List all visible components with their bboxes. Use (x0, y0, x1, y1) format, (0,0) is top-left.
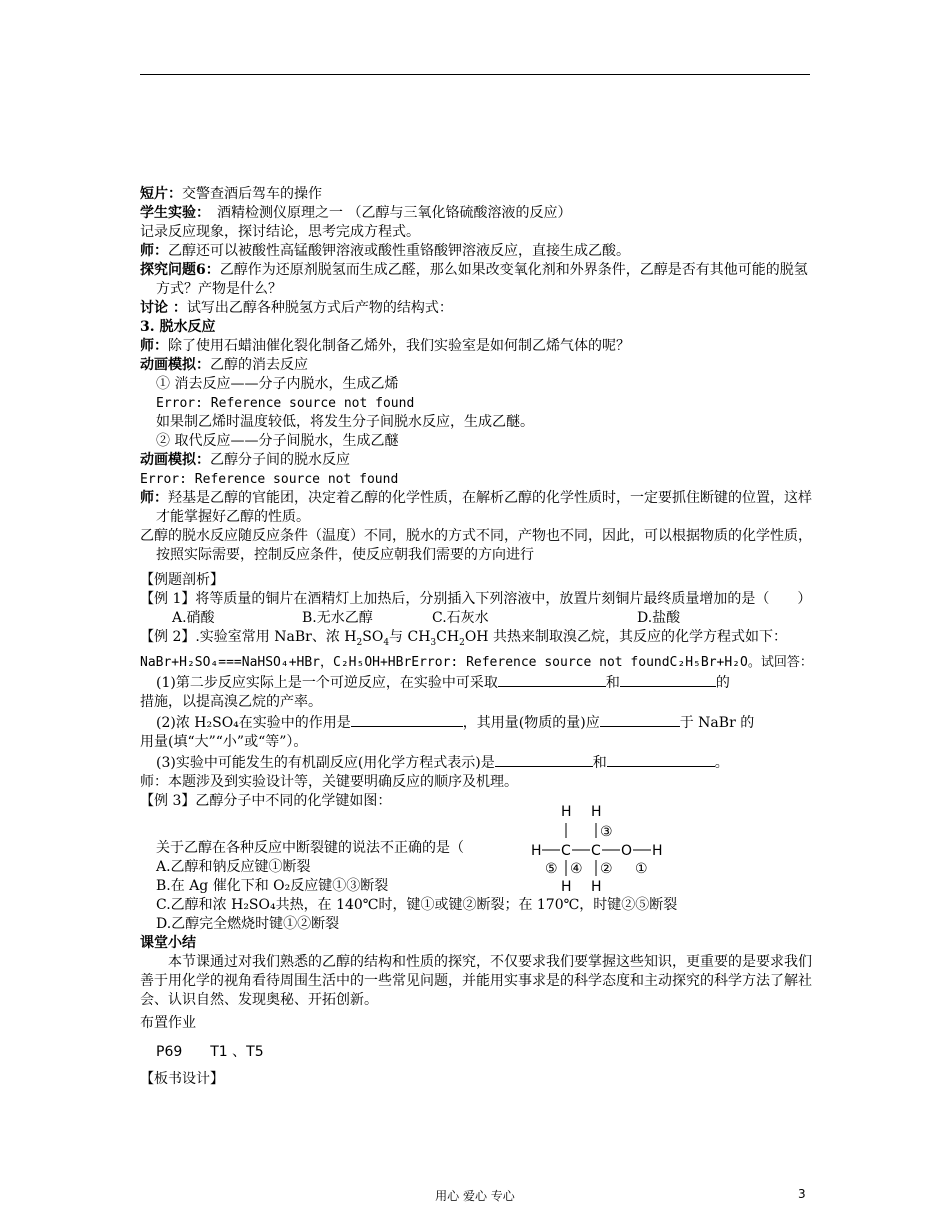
answer-blank[interactable] (607, 752, 715, 767)
line-inquiry-6: 探究问题6：乙醇作为还原剂脱氢而生成乙醛，那么如果改变氧化剂和外界条件，乙醇是否有其他可能的脱氢方式？产物是什么？ (140, 262, 808, 297)
line-teacher-3: 师：羟基是乙醇的官能团，决定着乙醇的化学性质，在解析乙醇的化学性质时，一定要抓住断键的位置，这样才能掌握好乙醇的性质。 (140, 490, 812, 525)
homework-items: P69 T1 、T5 (156, 1043, 264, 1060)
header-rule (140, 74, 810, 75)
line-summary-dehydration: 乙醇的脱水反应随反应条件（温度）不同，脱水的方式不同，产物也不同，因此，可以根据物质的化学性质，按照实际需要，控制反应条件，使反应朝我们需要的方向进行 (140, 528, 812, 563)
question-3: (3)实验中可能发生的有机副反应(用化学方程式表示)是 和 。 (140, 752, 815, 773)
option-d: D.盐酸 (637, 610, 681, 626)
atom-o: O (621, 843, 633, 859)
bond-label-1: ① (635, 861, 648, 877)
example-3-a: A.乙醇和钠反应键①断裂 (156, 858, 311, 875)
answer-blank[interactable] (495, 752, 593, 767)
line-video: 短片：交警查酒后驾车的操作 (140, 186, 322, 202)
example-3-question: 关于乙醇在各种反应中断裂键的说法不正确的是（ (156, 839, 464, 856)
atom-c: C (561, 843, 571, 859)
heading-class-summary: 课堂小结 (140, 934, 196, 951)
atom-h: H (561, 804, 572, 820)
example-2-intro: 【例 2】.实验室常用 NaBr、浓 $H_2SO_4$与 $CH_3CH_2OH$ 共热来制取溴乙烷，其反应的化学方程式如下： (140, 629, 787, 648)
example-3-b: B.在 Ag 催化下和 O₂反应键①③断裂 (156, 877, 389, 894)
line-discuss: 讨论 ：试写出乙醇各种脱氢方式后产物的结构式： (140, 300, 453, 316)
example-3-d: D.乙醇完全燃烧时键①②断裂 (156, 915, 340, 932)
atom-h: H (652, 843, 663, 859)
atom-h: H (591, 804, 602, 820)
line-student-exp: 学生实验： 酒精检测仪原理之一 （乙醇与三氧化铬硫酸溶液的反应） (140, 205, 572, 221)
heading-homework: 布置作业 (140, 1014, 196, 1031)
question-1-cont: 措施，以提高溴乙烷的产率。 (140, 693, 322, 710)
line-teacher-1: 师：乙醇还可以被酸性高锰酸钾溶液或酸性重铬酸钾溶液反应，直接生成乙酸。 (140, 243, 630, 259)
atom-h: H (591, 879, 602, 895)
example-2-equation: NaBr+H₂SO₄===NaHSO₄+HBr，C₂H₅OH+HBrError: Reference source not foundC₂H₅Br+H₂O。试回答： (140, 654, 813, 670)
atom-c: C (591, 843, 601, 859)
ethanol-structure-svg (525, 800, 685, 895)
bond-label-2: ② (600, 861, 613, 877)
line-teacher-4: 师：本题涉及到实验设计等，关键要明确反应的顺序及机理。 (140, 773, 518, 790)
ethanol-structure-diagram (525, 800, 685, 895)
answer-blank[interactable] (351, 712, 463, 727)
question-2-cont: 用量(填“大”“小”或“等”）。 (140, 733, 308, 750)
footer-motto: 用心 爱心 专心 (435, 1189, 515, 1203)
option-b: B.无水乙醇 (302, 610, 373, 626)
class-summary-text: 本节课通过对我们熟悉的乙醇的结构和性质的探究，不仅要求我们要掌握这些知识，更重要的是要求我们善于用化学的视角看待周围生活中的一些常见问题，并能用实事求是的科学态度和主动探究的科学方法了解社会、认识自然、发现奥秘、开拓创新。 (140, 953, 812, 1008)
line-anim-2: 动画模拟：乙醇分子间的脱水反应 (140, 452, 350, 468)
question-2: (2)浓 H₂SO₄在实验中的作用是 ，其用量(物质的量)应 于 NaBr 的 (140, 712, 815, 733)
option-c: C.石灰水 (432, 610, 489, 626)
lesson-content (140, 185, 815, 1089)
answer-blank[interactable] (498, 672, 606, 687)
answer-blank[interactable] (600, 712, 680, 727)
heading-board-design: 【板书设计】 (140, 1070, 224, 1087)
error-ref-1: Error: Reference source not found (156, 396, 415, 411)
page-number: 3 (798, 1187, 806, 1201)
example-3: 【例 3】乙醇分子中不同的化学键如图： (140, 792, 392, 809)
bond-label-3: ③ (600, 824, 613, 840)
line-teacher-2: 师：除了使用石蜡油催化裂化制备乙烯外，我们实验室是如何制乙烯气体的呢？ (140, 338, 630, 354)
example-1: 【例 1】将等质量的铜片在酒精灯上加热后，分别插入下列溶液中，放置片刻铜片最终质量增加的是（ ） (140, 591, 812, 607)
bond-label-5: ⑤ (545, 861, 558, 877)
bond-label-4: ④ (570, 861, 583, 877)
example-1-options (140, 609, 815, 628)
example-3-c: C.乙醇和浓 H₂SO₄共热，在 140℃时，键①或键②断裂；在 170℃，时键②⑤断裂 (156, 896, 678, 913)
line-record: 记录反应现象，探讨结论，思考完成方程式。 (140, 224, 420, 240)
line-anim-1: 动画模拟：乙醇的消去反应 (140, 357, 308, 373)
atom-h: H (561, 879, 572, 895)
line-elimination: ① 消去反应——分子内脱水，生成乙烯 (156, 376, 399, 392)
atom-h: H (531, 843, 542, 859)
section-dehydration: 3. 脱水反应 (140, 319, 216, 335)
answer-blank[interactable] (620, 672, 716, 687)
option-a: A.硝酸 (172, 610, 215, 626)
question-1: (1)第二步反应实际上是一个可逆反应，在实验中可采取 和 的 (140, 672, 815, 693)
error-ref-2: Error: Reference source not found (140, 472, 399, 487)
line-substitution: ② 取代反应——分子间脱水，生成乙醚 (156, 433, 399, 449)
heading-examples: 【例题剖析】 (140, 572, 224, 588)
line-low-temp: 如果制乙烯时温度较低，将发生分子间脱水反应，生成乙醚。 (156, 414, 534, 430)
